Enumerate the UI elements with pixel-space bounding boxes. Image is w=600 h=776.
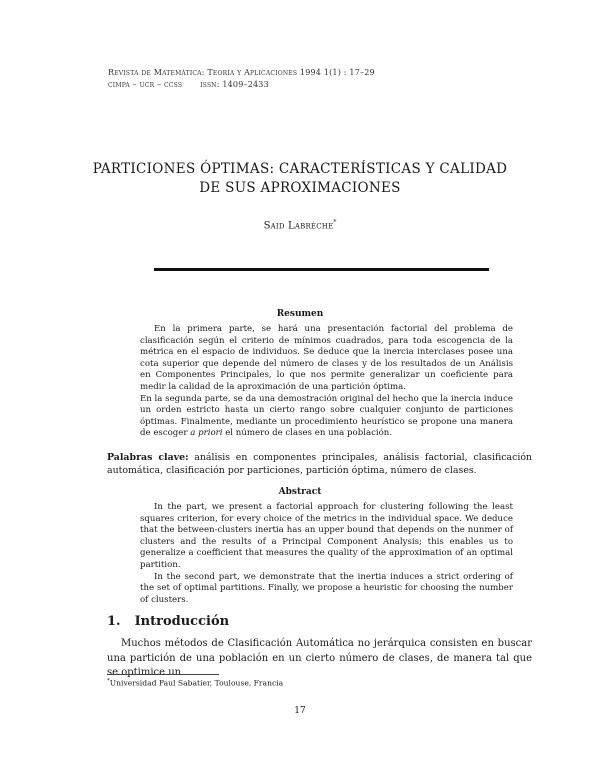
section-1-paragraph: Muchos métodos de Clasificación Automática no jerárquica consisten en buscar una partición de una población en un cierto número de clases, de manera tal que se optimice un [107, 638, 532, 678]
resumen-italic-a-priori: a priori [190, 428, 223, 439]
title-rule [154, 268, 489, 271]
footnote [107, 676, 283, 689]
footnote-text: Universidad Paul Sabatier, Toulouse, Francia [109, 678, 284, 688]
abstract-heading: Abstract [278, 487, 322, 497]
section-1-title: Introducción [134, 614, 230, 629]
journal-header-line2 [108, 79, 269, 90]
resumen-paragraph-1: En la primera parte, se hará una presentación factorial del problema de clasificación según el criterio de mínimos cuadrados, para toda escogencia de la métrica en el espacio de individuos. Se deduce que la inercia interclases posee una cota superior que depende del número de clases y de los resultados de un Análisis en Componentes Principales, lo que nos permite generalizar un coeficiente para medir la calidad de la aproximación de una partición óptima. [140, 324, 513, 392]
footnote-mark: * [107, 678, 110, 684]
author [0, 219, 600, 231]
keywords-label: Palabras clave: [107, 452, 189, 463]
section-1-number: 1. [107, 614, 121, 629]
paper-title-line2: DE SUS APROXIMACIONES [199, 180, 401, 196]
paper-title-line1: PARTICIONES ÓPTIMAS: CARACTERÍSTICAS Y CALIDAD [92, 161, 508, 177]
resumen-body [140, 324, 513, 440]
journal-header-line1: Revista de Matemática: Teoría y Aplicaciones 1994 1(1) : 17–29 [108, 68, 375, 77]
journal-issn: issn: 1409–2433 [200, 80, 269, 89]
abstract-paragraph-2: In the second part, we demonstrate that the inertia induces a strict ordering of the set of optimal partitions. Finally, we propose a heuristic for choosing the number of clusters. [140, 571, 513, 605]
keywords-text: análisis en componentes principales, análisis factorial, clasificación automática, clasificación por particiones, partición óptima, número de clases. [107, 452, 532, 476]
author-name: Said Labrèche [263, 220, 334, 232]
resumen-heading: Resumen [276, 309, 324, 319]
resumen-paragraph-2 [140, 394, 513, 440]
abstract-body [140, 502, 513, 606]
journal-publishers: cimpa – ucr – ccss [108, 80, 183, 89]
resumen-paragraph-2-start: En la segunda parte, se da una demostración original del hecho que la inercia induce un orden estricto hasta un cierto rango sobre cualquier conjunto de particiones óptimas. Finalmente, mediante un procedimiento heurístico se propone una manera de escoger [140, 393, 513, 439]
section-1-heading [107, 614, 229, 629]
abstract-paragraph-1: In the part, we present a factorial approach for clustering following the least squares criterion, for every choice of the metrics in the individual space. We deduce that the between-clusters inertia has an upper bound that depends on the nunmer of clusters and the results of a Principal Component Analysis; this enables us to generalize a coefficient that measures the quality of the approximation of an optimal partition. [140, 502, 513, 570]
author-footnote-mark: * [333, 219, 337, 226]
footnote-rule [107, 674, 219, 675]
keywords [107, 452, 532, 477]
resumen-paragraph-2-end: el número de clases en una población. [222, 428, 393, 439]
page-number: 17 [294, 706, 306, 716]
